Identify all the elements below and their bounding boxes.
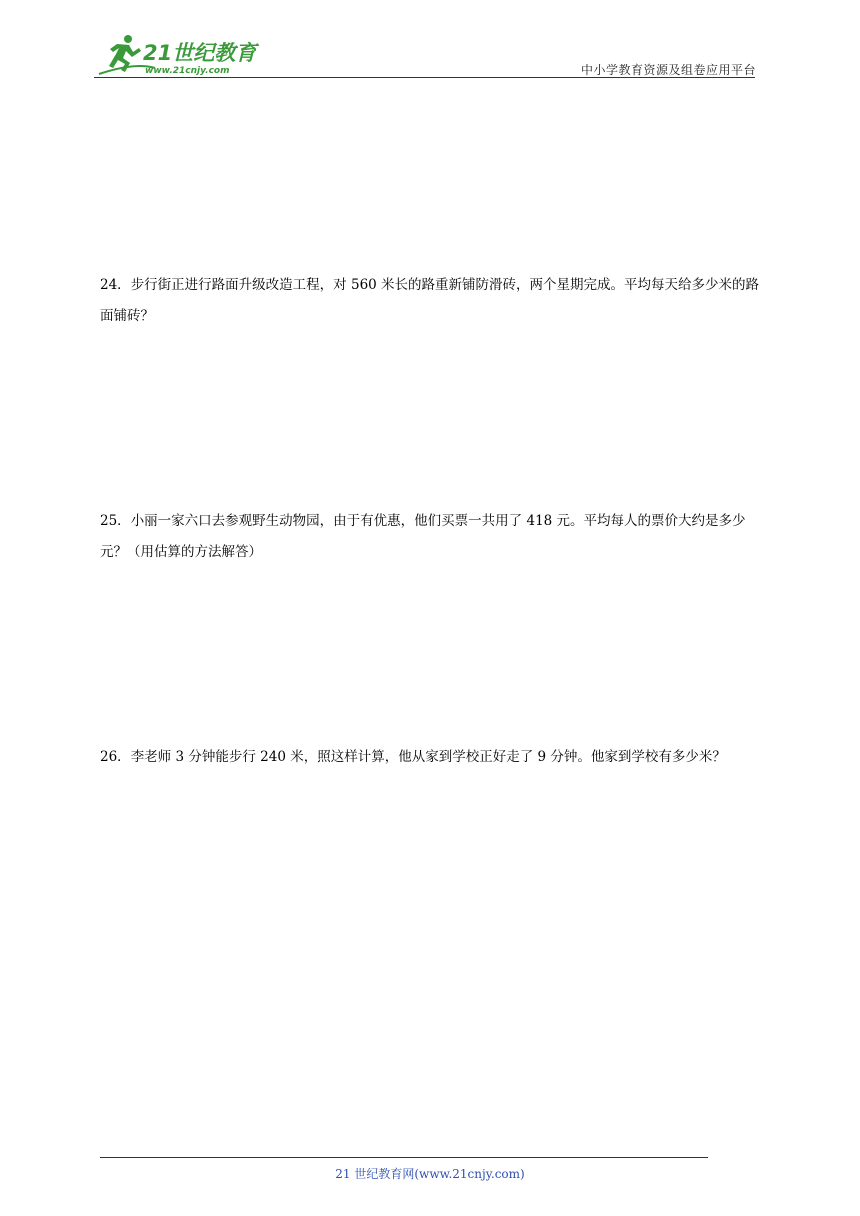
footer-link[interactable]: 21 世纪教育网(www.21cnjy.com) (335, 1167, 525, 1181)
footer-divider (100, 1157, 708, 1158)
question-text: 小丽一家六口去参观野生动物园，由于有优惠，他们买票一共用了 418 元。平均每人的票价大约是多少元？（用估算的方法解答） (100, 513, 746, 560)
question-number: 24． (100, 277, 131, 293)
question-text: 步行街正进行路面升级改造工程，对 560 米长的路重新铺防滑砖，两个星期完成。平均每天给多少米的路面铺砖？ (100, 277, 760, 324)
header-divider (94, 77, 755, 78)
question-25 (100, 506, 770, 568)
site-logo (95, 32, 265, 78)
question-number: 26． (100, 749, 131, 765)
question-26 (100, 742, 770, 773)
logo-url: www.21cnjy.com (145, 66, 230, 76)
platform-label: 中小学教育资源及组卷应用平台 (580, 63, 756, 77)
logo-title: 21世纪教育 (143, 41, 257, 65)
page-header (0, 0, 860, 90)
question-number: 25． (100, 513, 131, 529)
question-text: 李老师 3 分钟能步行 240 米，照这样计算，他从家到学校正好走了 9 分钟。他家到学校有多少米？ (130, 749, 726, 765)
question-24 (100, 270, 770, 332)
